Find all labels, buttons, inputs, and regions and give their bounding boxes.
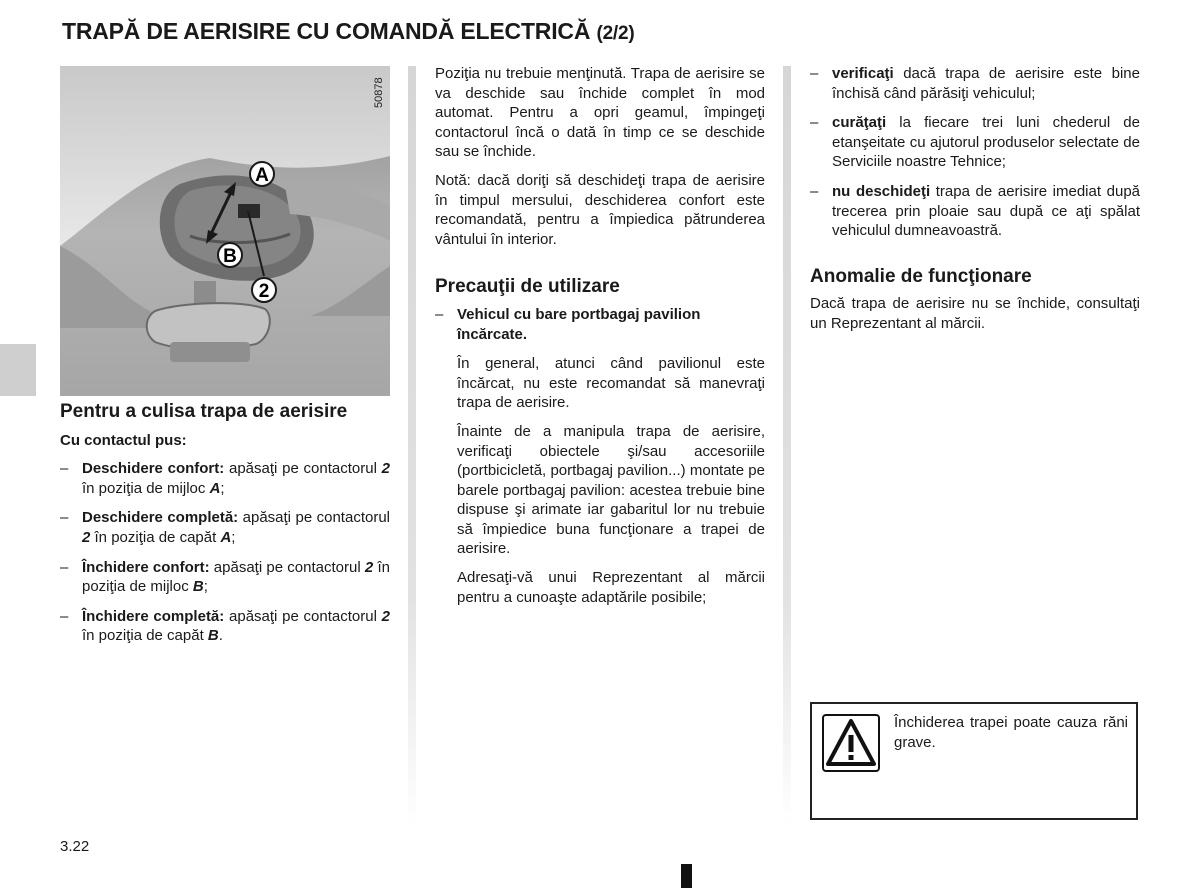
list-item-bold: Deschidere confort: [82,460,225,478]
right-paragraph: Dacă trapa de aerisire nu se închide, consultaţi un Reprezentant al mărcii. [810,295,1140,332]
warning-text: Închiderea trapei poate cauza răni grave. [894,714,1128,751]
callout-a-label: A [255,165,269,186]
switch-number: 2 [82,528,91,546]
list-item-bold: curăţaţi [832,114,887,132]
right-list [810,64,1140,241]
list-item-bold: Închidere completă: [82,607,225,625]
middle-paragraph-1: Poziţia nu trebuie menţinută. Trapa de aerisire se va deschide sau închide complet în mod automat. Pentru a opri geamul, împingeţi contactorul încă o dată în timp ce se deschide sau se închide. [435,65,765,161]
page-title-suffix: (2/2) [596,23,635,44]
list-item-bold: nu deschideţi [832,182,931,200]
list-dash: – [60,509,69,527]
position-letter: A [209,479,221,497]
list-item-text: apăsaţi pe contactorul [224,607,382,625]
middle-heading: Precauţii de utilizare [435,276,620,298]
list-dash: – [60,558,69,576]
position-letter: A [220,528,232,546]
list-item-text: trapa de aerisire imediat după trecerea prin ploaie sau după ce aţi spălat vehiculul dumneavoastră. [832,182,1140,240]
list-item-text: apăsaţi pe contactorul [209,558,365,576]
figure-ref-number: 50878 [373,77,385,108]
list-item [810,182,1140,241]
list-item-text: dacă trapa de aerisire este bine închisă când părăsiţi vehiculul; [832,65,1140,102]
column-separator-right [783,66,791,826]
list-item [60,508,390,547]
column-separator-left [408,66,416,826]
left-subheading: Cu contactul pus: [60,431,187,449]
list-dash: – [60,460,69,478]
warning-triangle-icon [822,714,880,772]
list-item-end: . [218,627,223,645]
chapter-tab-marker [0,344,36,396]
page-number: 3.22 [60,838,90,855]
list-item-text: la fiecare trei luni chederul de etanşeitate cu ajutorul produselor selectate de Serviciile noastre Tehnice; [832,114,1140,171]
sunroof-control-illustration [60,66,390,396]
middle-subparagraph-1: În general, atunci când pavilionul este încărcat, nu este recomandat să manevraţi trapa de aerisire. [457,355,765,412]
list-dash: – [435,305,444,323]
middle-subparagraph-3: Adresaţi-vă unui Reprezentant al mărcii pentru a cunoaşte adaptările posibile; [457,569,765,606]
page-edge-marker [681,864,692,888]
warning-box [810,702,1138,820]
list-item [810,64,1140,103]
list-item [60,558,390,597]
position-letter: B [192,578,204,596]
middle-paragraph-2: Notă: dacă doriţi să deschideţi trapa de aerisire în timpul mersului, deschiderea confort este recomandată, pentru a împiedica pătrunderea vântului în interior. [435,171,765,248]
middle-subparagraph-2: Înainte de a manipula trapa de aerisire, verificaţi obiectele şi/sau accesoriile (portbicicletă, portbagaj pavilion...) montate pe barele portbagaj pavilion: acestea trebuie bine dispuse şi arimate iar gabaritul lor nu trebuie să împiedice buna funcţionare a trapei de aerisire. [457,422,765,558]
left-heading: Pentru a culisa trapa de aerisire [60,401,348,422]
left-list [60,459,390,646]
list-item [60,607,390,646]
list-item-bold: verificaţi [832,65,894,82]
right-heading: Anomalie de funcţionare [810,265,1032,287]
switch-number: 2 [381,460,390,478]
list-item-end: ; [203,578,208,596]
list-item [810,113,1140,172]
switch-number: 2 [381,607,390,625]
illustration-svg [60,66,390,396]
list-dash: – [810,65,819,82]
switch-number: 2 [364,558,374,576]
list-item-bold: Închidere confort: [82,558,210,576]
list-item-text: în poziţia de capăt [82,627,208,645]
position-letter: B [207,627,219,645]
middle-column [435,64,765,616]
list-item-text: în poziţia de capăt [90,528,221,546]
list-item-bold: Deschidere completă: [82,509,239,527]
page-title-text: TRAPĂ DE AERISIRE CU COMANDĂ ELECTRICĂ [62,18,591,44]
list-dash: – [60,607,69,625]
callout-2-label: 2 [258,281,270,302]
list-item-text: în poziţia de mijloc [82,479,210,497]
page-title [62,18,635,45]
list-item-end: ; [231,528,236,546]
left-column [60,402,390,656]
list-item-text: apăsaţi pe contactorul [238,509,390,527]
middle-item-bold: Vehicul cu bare portbagaj pavilion încărcate. [457,305,701,343]
list-dash: – [810,114,819,132]
list-item-text: în poziţia de mijloc [82,558,390,596]
right-column [810,64,1140,343]
list-item [60,459,390,498]
callout-b-label: B [223,246,237,267]
list-item-end: ; [220,479,225,497]
list-item-text: apăsaţi pe contactorul [224,460,382,478]
list-dash: – [810,182,819,200]
mirror-base [170,342,250,362]
middle-list-item [435,305,765,344]
